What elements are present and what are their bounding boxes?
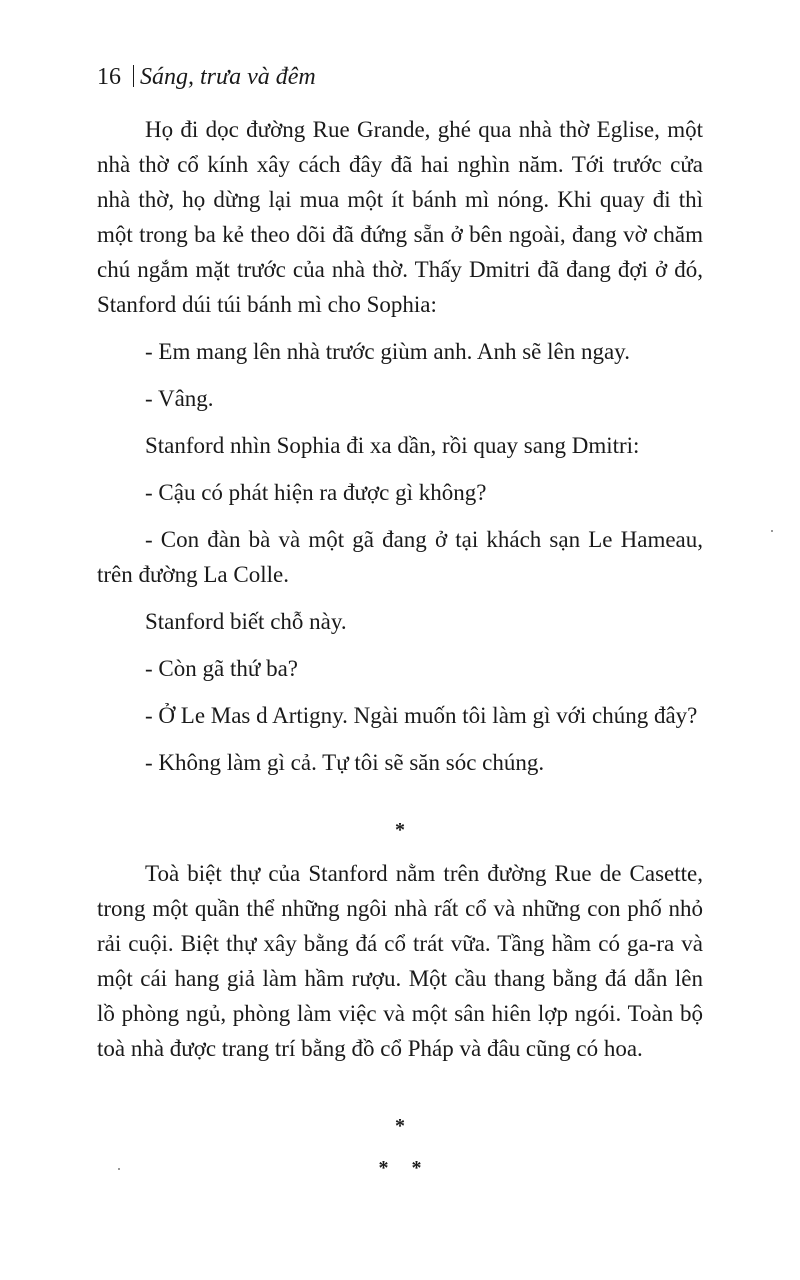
body-text-section-2 <box>97 856 703 1066</box>
paragraph: Stanford biết chỗ này. <box>145 609 347 634</box>
paragraph: Toà biệt thự của Stanford nằm trên đường Rue de Casette, trong một quần thể những ngôi nhà rất cổ và những con phố nhỏ rải cuội. Biệt thự xây bằng đá cổ trát vữa. Tầng hầm có ga-ra và một cái hang giả làm hầm rượu. Một cầu thang bằng đá dẫn lên lồ phòng ngủ, phòng làm việc và một sân hiên lợp ngói. Toàn bộ toà nhà được trang trí bằng đồ cổ Pháp và đâu cũng có hoa. <box>97 861 703 1061</box>
scan-speck <box>771 530 773 532</box>
page-number: 16 <box>97 64 121 90</box>
running-title: Sáng, trưa và đêm <box>140 64 316 90</box>
scan-speck <box>118 1168 120 1170</box>
dialogue-line: - Còn gã thứ ba? <box>145 656 298 681</box>
running-header <box>97 62 316 92</box>
paragraph: Stanford nhìn Sophia đi xa dần, rồi quay sang Dmitri: <box>145 433 640 458</box>
header-divider <box>133 65 134 87</box>
body-text-section-1 <box>97 112 703 780</box>
dialogue-line: - Không làm gì cả. Tự tôi sẽ săn sóc chúng. <box>145 750 545 775</box>
section-separator: * <box>395 819 405 841</box>
section-separator: * <box>395 1115 405 1137</box>
dialogue-line: - Em mang lên nhà trước giùm anh. Anh sẽ lên ngay. <box>145 339 630 364</box>
paragraph: Họ đi dọc đường Rue Grande, ghé qua nhà thờ Eglise, một nhà thờ cổ kính xây cách đây đã hai nghìn năm. Tới trước cửa nhà thờ, họ dừng lại mua một ít bánh mì nóng. Khi quay đi thì một trong ba kẻ theo dõi đã đứng sẵn ở bên ngoài, đang vờ chăm chú ngắm mặt trước của nhà thờ. Thấy Dmitri đã đang đợi ở đó, Stanford dúi túi bánh mì cho Sophia: <box>97 117 703 317</box>
dialogue-line: - Vâng. <box>145 386 214 411</box>
dialogue-line: - Cậu có phát hiện ra được gì không? <box>145 480 487 505</box>
dialogue-line: - Ở Le Mas d Artigny. Ngài muốn tôi làm gì với chúng đây? <box>145 703 698 728</box>
dialogue-line: - Con đàn bà và một gã đang ở tại khách sạn Le Hameau, trên đường La Colle. <box>97 527 703 587</box>
section-separator: * * <box>378 1157 422 1179</box>
